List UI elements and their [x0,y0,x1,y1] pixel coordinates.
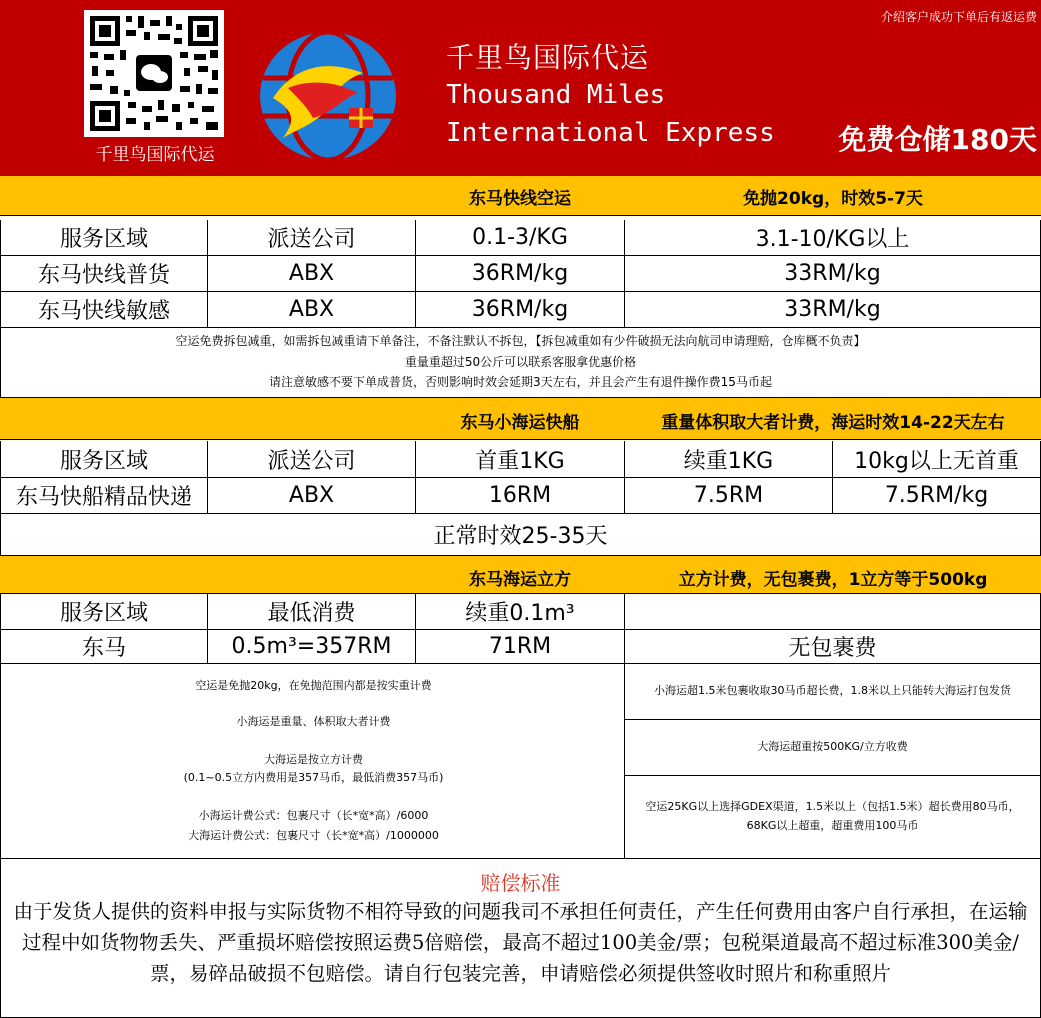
rule-big-sea: 大海运是按立方计费 [264,753,363,766]
air-col-tier1: 0.1-3/KG [416,220,625,256]
rule-air-gdex: 空运25KG以上选择GDEX渠道，1.5米以上（包括1.5米）超长费用80马币，68KG以上超重，超重费用100马币 [645,800,1020,832]
sea-row-over-10kg: 7.5RM/kg [833,478,1041,514]
cube-row-extra: 71RM [416,630,625,664]
sea-row-extra-weight: 7.5RM [625,478,833,514]
cube-row-package-fee: 无包裹费 [625,630,1041,664]
qr-code-icon [84,10,224,137]
air-row2-courier: ABX [208,292,416,328]
company-logo [253,28,403,163]
air-remark-2: 重量重超过50公斤可以联系客服拿优惠价格 [404,354,637,369]
air-row2-region: 东马快线敏感 [0,292,208,328]
rule-overweight-big-sea: 大海运超重按500KG/立方收费 [757,740,908,754]
air-remarks [0,328,1041,398]
big-sea-note: 立方计费，无包裹费，1立方等于500kg [678,570,988,590]
compensation-title: 赔偿标准 [480,871,561,895]
air-col-region: 服务区域 [0,220,208,256]
compensation-panel [0,859,1041,1018]
rule-big-sea-min: (0.1~0.5立方内费用是357马币，最低消费357马币) [183,771,444,784]
small-sea-title: 东马小海运快船 [460,413,580,433]
globe-bird-logo-icon [253,28,403,163]
rule-small-sea: 小海运是重量、体积取大者计费 [236,715,391,728]
air-title: 东马快线空运 [469,189,571,209]
big-sea-title: 东马海运立方 [469,570,571,590]
air-row1-region: 东马快线普货 [0,256,208,292]
air-remark-3: 请注意敏感不要下单成普货，否则影响时效会延期3天左右，并且会产生有退件操作费15马币起 [269,374,772,389]
rule-right-3-box [625,776,1041,859]
rule-right-2-box [625,720,1041,776]
brand-english-line1: Thousand Miles [446,80,666,110]
sea-row-region: 东马快船精品快递 [0,478,208,514]
compensation-body: 由于发货人提供的资料申报与实际货物不相符导致的问题我司不承担任何责任，产生任何费用由客户自行承担，在运输过程中如货物物丢失、严重损坏赔偿按照运费5倍赔偿，最高不超过100美金/票；包税渠道最高不超过标准300美金/票，易碎品破损不包赔偿。请自行包装完善，申请赔偿必须提供签收时照片和称重照片 [13,900,1028,985]
sea-normal-timing: 正常时效25-35天 [0,514,1041,556]
brand-english-line2: International Express [446,118,775,148]
air-row1-courier: ABX [208,256,416,292]
qr-caption: 千里鸟国际代运 [95,145,215,165]
sea-col-extra-weight: 续重1KG [625,441,833,478]
rule-air-weight: 空运是免抛20kg，在免抛范围内都是按实重计费 [195,679,432,692]
air-row1-tier1: 36RM/kg [416,256,625,292]
rule-big-sea-formula: 大海运计费公式：包裹尺寸（长*宽*高）/1000000 [188,829,439,842]
rule-oversize-small-sea: 小海运超1.5米包裹收取30马币超长费，1.8米以上只能转大海运打包发货 [654,684,1011,698]
cube-col-min-charge: 最低消费 [208,594,416,630]
air-col-courier: 派送公司 [208,220,416,256]
referral-note: 介绍客户成功下单后有返运费 [880,10,1037,24]
brand-chinese-name: 千里鸟国际代运 [446,41,650,74]
sea-col-courier: 派送公司 [208,441,416,478]
cube-row-min-charge: 0.5m³=357RM [208,630,416,664]
sea-row-courier: ABX [208,478,416,514]
air-col-tier2: 3.1-10/KG以上 [625,220,1041,256]
sea-col-first-weight: 首重1KG [416,441,625,478]
rule-small-sea-formula: 小海运计费公式：包裹尺寸（长*宽*高）/6000 [198,809,429,822]
air-remark-1: 空运免费拆包减重，如需拆包减重请下单备注，不备注默认不拆包，【拆包减重如有少件破损无法向航司申请理赔，仓库概不负责】 [175,334,866,348]
cube-row-region: 东马 [0,630,208,664]
air-note: 免抛20kg，时效5-7天 [743,189,923,209]
sea-row-first-weight: 16RM [416,478,625,514]
air-row2-tier1: 36RM/kg [416,292,625,328]
cube-col-empty [625,594,1041,630]
cube-col-region: 服务区域 [0,594,208,630]
sea-col-region: 服务区域 [0,441,208,478]
small-sea-note: 重量体积取大者计费，海运时效14-22天左右 [661,413,1005,433]
air-row1-tier2: 33RM/kg [625,256,1041,292]
sea-col-over-10kg: 10kg以上无首重 [833,441,1041,478]
wechat-qr-code [84,10,224,137]
cube-col-extra: 续重0.1m³ [416,594,625,630]
rules-left-panel [0,664,625,859]
air-row2-tier2: 33RM/kg [625,292,1041,328]
rule-right-1-box [625,664,1041,720]
free-storage-badge: 免费仓储180天 [838,123,1037,156]
